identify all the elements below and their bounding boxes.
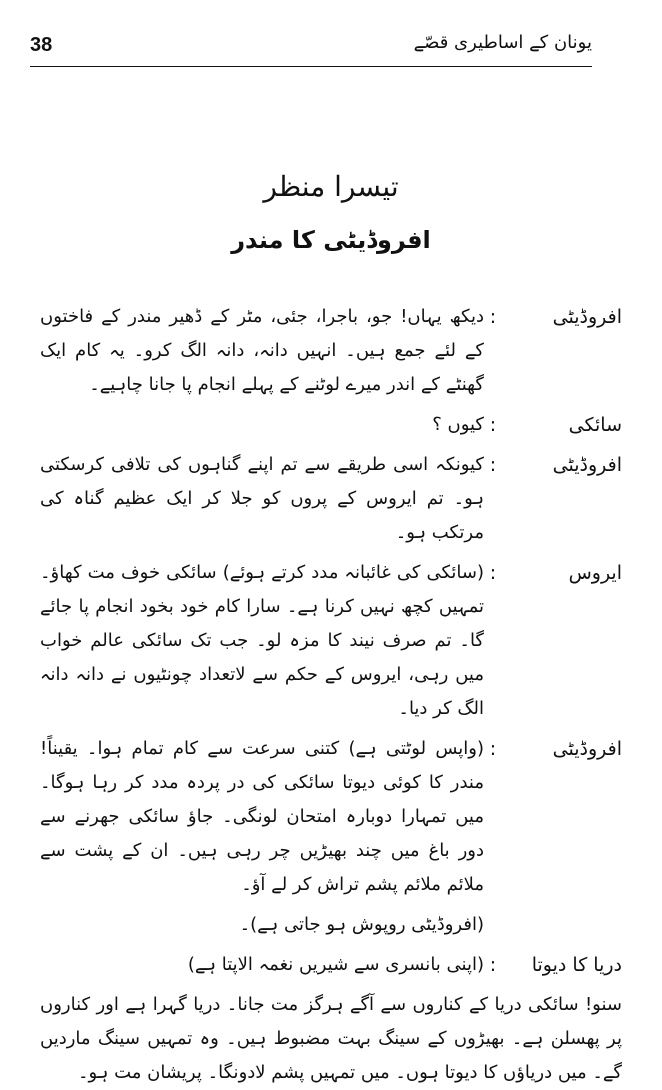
speaker-name: افروڈیٹی [552,454,622,476]
speaker-name: افروڈیٹی [552,306,622,328]
dialogue-entry [40,556,622,726]
speaker-name: افروڈیٹی [552,738,622,760]
scene-title: تیسرا منظر [263,170,399,203]
dialogue-body [40,300,622,1090]
speaker-colon: : [489,306,497,328]
speech-text: کیوں ؟ [432,414,484,435]
speaker-name: سائکی [568,414,622,436]
speaker-colon: : [489,414,497,436]
page-number: 38 [30,34,53,56]
dialogue-entry [40,948,622,982]
speech-text: (سائکی کی غائبانہ مدد کرتے ہوئے) سائکی خوف مت کھاؤ۔ تمہیں کچھ نہیں کرنا ہے۔ سارا کام خود بخود انجام پا جائے گا۔ تم صرف نیند کا مزہ لو۔ جب تک سائکی عالم خواب میں رہی، ایروس کے حکم سے لاتعداد چونٹیوں نے دانہ دانہ الگ کر دیا۔ [40,562,484,719]
dialogue-entry [40,300,622,402]
speech-text: (اپنی بانسری سے شیریں نغمہ الاپتا ہے) [187,954,484,975]
speech-text: دیکھ یہاں! جو، باجرا، جئی، مٹر کے ڈھیر مندر کے فاختوں کے لئے جمع ہیں۔ انہیں دانہ، دانہ الگ کرو۔ یہ کام ایک گھنٹے کے اندر میرے لوٹنے کے پہلے انجام پا جانا چاہیے۔ [40,306,484,395]
header-divider [30,66,592,67]
dialogue-entry [40,448,622,550]
page-header [30,30,592,70]
speaker-name: دریا کا دیوتا [531,954,622,976]
running-title: یونان کے اساطیری قصّے [413,32,592,53]
speaker-colon: : [489,738,497,760]
speaker-name: ایروس [568,562,622,584]
speaker-colon: : [489,454,497,476]
speaker-colon: : [489,562,497,584]
speech-continuation: سنو! سائکی دریا کے کناروں سے آگے ہرگز مت جانا۔ دریا گہرا ہے اور کناروں پر پھسلن ہے۔ بھیڑوں کے سینگ بہت مضبوط ہیں۔ وہ تمہیں سینگ ماردیں گے۔ میں دریاؤں کا دیوتا ہوں۔ میں تمہیں پشم لادونگا۔ پریشان مت ہو۔ [40,994,622,1083]
scene-subtitle: افروڈیٹی کا مندر [231,226,431,254]
stage-direction: (افروڈیٹی روپوش ہو جاتی ہے)۔ [239,914,484,935]
speaker-colon: : [489,954,497,976]
dialogue-entry [40,732,622,902]
speech-text: کیونکہ اسی طریقے سے تم اپنے گناہوں کی تلافی کرسکتی ہو۔ تم ایروس کے پروں کو جلا کر ایک عظیم گناہ کی مرتکب ہو۔ [40,454,484,543]
dialogue-entry [40,408,622,442]
speech-text: (واپس لوٹتی ہے) کتنی سرعت سے کام تمام ہوا۔ یقیناً! مندر کا کوئی دیوتا سائکی کی در پردہ مدد کر رہا ہوگا۔ میں تمہارا دوبارہ امتحان لونگی۔ جاؤ سائکی جھرنے سے دور باغ میں چند بھیڑیں چر رہی ہیں۔ ان کے پشت سے ملائم ملائم پشم تراش کر لے آؤ۔ [40,738,484,895]
